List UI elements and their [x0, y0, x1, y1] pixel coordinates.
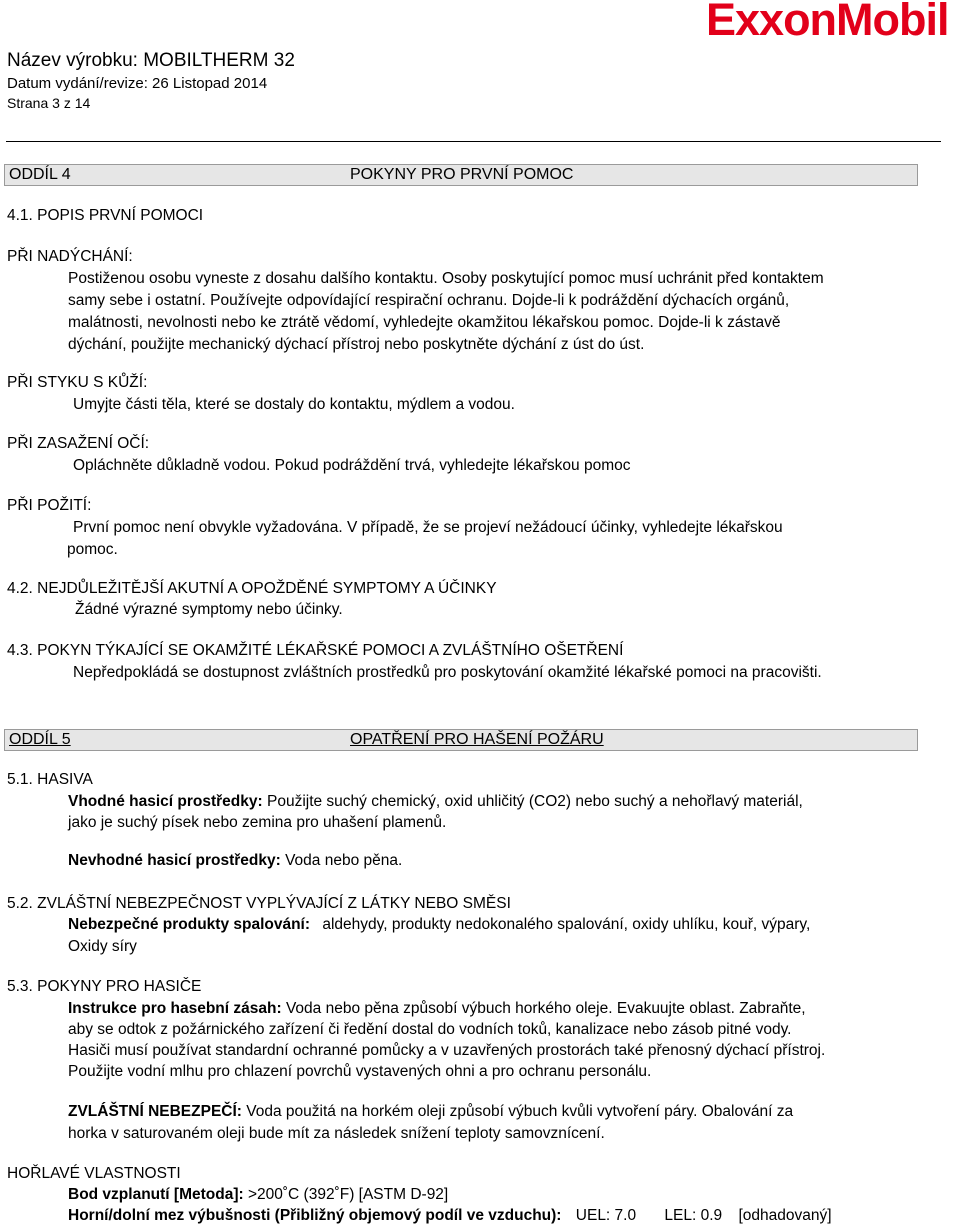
explosion-limits-uel: UEL: 7.0: [575, 1207, 637, 1224]
skin-contact-heading: PŘI STYKU S KŮŽÍ:: [7, 374, 148, 391]
firefighting-instructions-label: Instrukce pro hasební zásah:: [68, 1000, 282, 1017]
suitable-media-text: Použijte suchý chemický, oxid uhličitý (CO2) nebo suchý a nehořlavý materiál,: [266, 793, 803, 810]
subsection-5-2-heading: 5.2. ZVLÁŠTNÍ NEBEZPEČNOST VYPLÝVAJÍCÍ Z LÁTKY NEBO SMĚSI: [7, 895, 511, 912]
suitable-media-line-2: jako je suchý písek nebo zemina pro uhašení plamenů.: [68, 814, 447, 831]
suitable-media-label: Vhodné hasicí prostředky:: [68, 793, 263, 810]
subsection-4-3-heading: 4.3. POKYN TÝKAJÍCÍ SE OKAMŽITÉ LÉKAŘSKÉ POMOCI A ZVLÁŠTNÍHO OŠETŘENÍ: [7, 642, 624, 659]
unsuitable-media-line: [68, 852, 402, 870]
flash-point-label: Bod vzplanutí [Metoda]:: [68, 1186, 244, 1203]
hazardous-products-label: Nebezpečné produkty spalování:: [68, 916, 311, 933]
flash-point-value: >200˚C (392˚F) [ASTM D-92]: [247, 1186, 449, 1203]
subsection-4-2-text: Žádné výrazné symptomy nebo účinky.: [75, 601, 343, 618]
explosion-limits-label: Horní/dolní mez výbušnosti (Přibližný objemový podíl ve vzduchu):: [68, 1207, 562, 1224]
explosion-limits-line: [68, 1207, 832, 1225]
subsection-5-3-heading: 5.3. POKYNY PRO HASIČE: [7, 978, 202, 995]
section-5-title: OPATŘENÍ PRO HAŠENÍ POŽÁRU: [350, 731, 604, 748]
ingestion-text-line-1: První pomoc není obvykle vyžadována. V případě, že se projeví nežádoucí účinky, vyhledejte lékařskou: [73, 519, 783, 536]
unsuitable-media-label: Nevhodné hasicí prostředky:: [68, 852, 281, 869]
hazardous-products-line-2: Oxidy síry: [68, 938, 137, 955]
section-5-bar: [4, 729, 918, 751]
firefighting-instructions-text: Voda nebo pěna způsobí výbuch horkého oleje. Evakuujte oblast. Zabraňte,: [285, 1000, 806, 1017]
explosion-limits-lel: LEL: 0.9: [664, 1207, 723, 1224]
flammable-properties-heading: HOŘLAVÉ VLASTNOSTI: [7, 1165, 181, 1182]
firefighting-instructions-line-2: aby se odtok z požárnického zařízení či ředění dostal do vodních toků, kanalizace nebo zásob pitné vody.: [68, 1021, 792, 1038]
section-5-number: ODDÍL 5: [9, 731, 71, 748]
ingestion-text-line-2: pomoc.: [67, 541, 118, 558]
inhalation-text-line-3: malátnosti, nevolnosti nebo ke ztrátě vědomí, vyhledejte okamžitou lékařskou pomoc. Dojde-li k zástavě: [68, 314, 781, 331]
special-hazards-line-1: [68, 1103, 793, 1121]
inhalation-text-line-4: dýchání, použijte mechanický dýchací přístroj nebo poskytněte dýchání z úst do úst.: [68, 336, 645, 353]
hazardous-products-line-1: [68, 916, 810, 934]
firefighting-instructions-line-4: Použijte vodní mlhu pro chlazení povrchů vystavených ohni a pro ochranu personálu.: [68, 1063, 652, 1080]
exxonmobil-logo: ExxonMobil: [706, 0, 949, 45]
inhalation-heading: PŘI NADÝCHÁNÍ:: [7, 248, 133, 265]
section-4-number: ODDÍL 4: [9, 166, 71, 183]
firefighting-instructions-line-3: Hasiči musí používat standardní ochranné pomůcky a v uzavřených prostorách také přenosný dýchací přístroj.: [68, 1042, 826, 1059]
header-divider: [6, 141, 941, 142]
eye-contact-text: Opláchněte důkladně vodou. Pokud podráždění trvá, vyhledejte lékařskou pomoc: [73, 457, 631, 474]
hazardous-products-text: aldehydy, produkty nedokonalého spalování, oxidy uhlíku, kouř, výpary,: [322, 916, 811, 933]
flash-point-line: [68, 1186, 448, 1204]
skin-contact-text: Umyjte části těla, které se dostaly do kontaktu, mýdlem a vodou.: [73, 396, 515, 413]
firefighting-instructions-line-1: [68, 1000, 806, 1018]
section-4-bar: [4, 164, 918, 186]
eye-contact-heading: PŘI ZASAŽENÍ OČÍ:: [7, 435, 150, 452]
inhalation-text-line-1: Postiženou osobu vyneste z dosahu dalšího kontaktu. Osoby poskytující pomoc musí uchránit před kontaktem: [68, 270, 824, 287]
section-4-title: POKYNY PRO PRVNÍ POMOC: [350, 166, 574, 183]
product-name: Název výrobku: MOBILTHERM 32: [7, 50, 295, 71]
suitable-media-line-1: [68, 793, 803, 811]
inhalation-text-line-2: samy sebe i ostatní. Používejte odpovídající respirační ochranu. Dojde-li k podráždění dýchacích orgánů,: [68, 292, 790, 309]
subsection-4-2-heading: 4.2. NEJDŮLEŽITĚJŠÍ AKUTNÍ A OPOŽDĚNÉ SYMPTOMY A ÚČINKY: [7, 580, 497, 597]
revision-date: Datum vydání/revize: 26 Listopad 2014: [7, 75, 268, 92]
subsection-4-3-text: Nepředpokládá se dostupnost zvláštních prostředků pro poskytování okamžité lékařské pomoci na pracovišti.: [73, 664, 822, 681]
explosion-limits-note: [odhadovaný]: [738, 1207, 832, 1224]
subsection-4-1-heading: 4.1. POPIS PRVNÍ POMOCI: [7, 207, 204, 224]
special-hazards-label: ZVLÁŠTNÍ NEBEZPEČÍ:: [68, 1103, 242, 1120]
ingestion-heading: PŘI POŽITÍ:: [7, 497, 92, 514]
unsuitable-media-text: Voda nebo pěna.: [285, 852, 403, 869]
special-hazards-line-2: horka v saturovaném oleji bude mít za následek snížení teploty samovznícení.: [68, 1125, 605, 1142]
subsection-5-1-heading: 5.1. HASIVA: [7, 771, 93, 788]
page-number: Strana 3 z 14: [7, 95, 91, 111]
special-hazards-text: Voda použitá na horkém oleji způsobí výbuch kvůli vytvoření páry. Obalování za: [246, 1103, 794, 1120]
